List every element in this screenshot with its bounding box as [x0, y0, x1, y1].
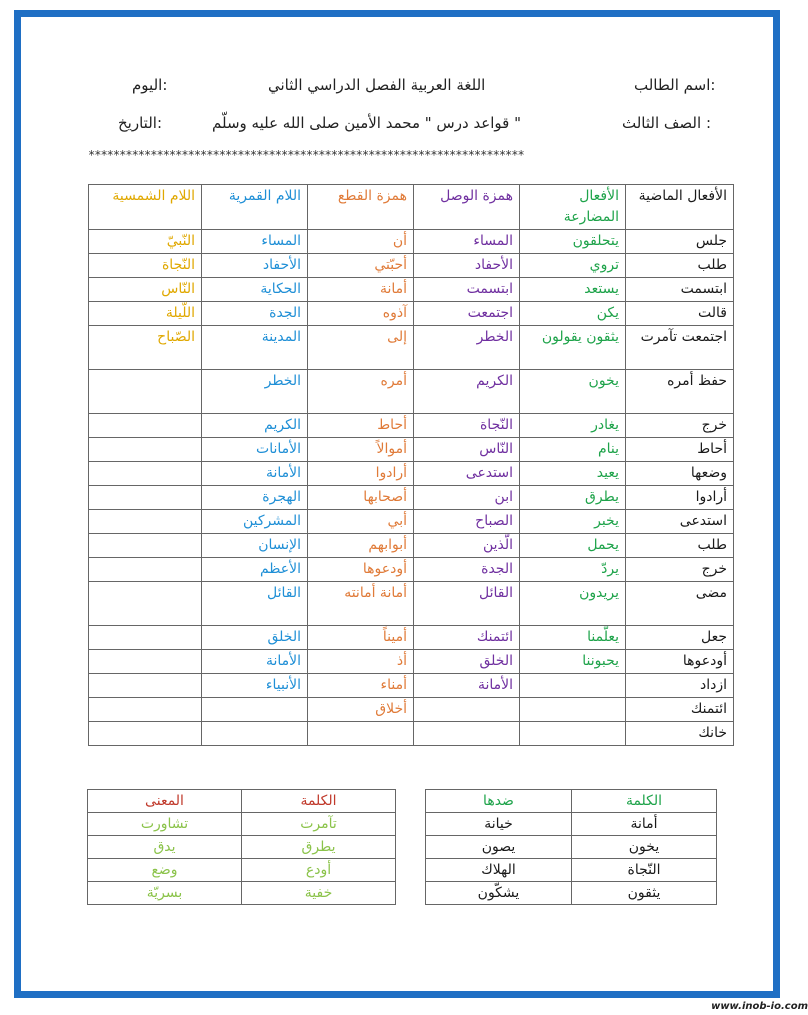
table-cell: القائل [414, 582, 520, 626]
table-cell: أمانة [572, 813, 717, 836]
table-cell: يطرق [520, 486, 626, 510]
table-cell: الأمانات [202, 438, 308, 462]
table-cell: جلس [626, 230, 734, 254]
small-header-cell: ضدها [426, 790, 572, 813]
table-cell: الصّباح [89, 326, 202, 370]
main-header-cell: همزة القطع [308, 185, 414, 230]
table-row [89, 302, 734, 326]
table-cell: جعل [626, 626, 734, 650]
table-cell: يثقون يقولون [520, 326, 626, 370]
table-row [89, 582, 734, 626]
table-cell: أن [308, 230, 414, 254]
table-cell: يصون [426, 836, 572, 859]
table-row [89, 278, 734, 302]
table-cell: المدينة [202, 326, 308, 370]
table-cell: الإنسان [202, 534, 308, 558]
student-name-label: اسم الطالب: [634, 76, 716, 94]
table-cell: يردّ [520, 558, 626, 582]
table-cell: يشكّون [426, 882, 572, 905]
table-row [426, 836, 717, 859]
lesson-title: قواعد درس " محمد الأمين صلى الله عليه وسلّم " [212, 114, 522, 132]
table-cell [414, 722, 520, 746]
table-cell: أميناً [308, 626, 414, 650]
small-header-cell: الكلمة [572, 790, 717, 813]
table-cell [202, 698, 308, 722]
table-cell [89, 534, 202, 558]
table-cell: أحبّتي [308, 254, 414, 278]
table-cell: بسريّة [88, 882, 242, 905]
table-cell: قالت [626, 302, 734, 326]
table-row [89, 722, 734, 746]
subject-title: اللغة العربية الفصل الدراسي الثاني [268, 76, 486, 94]
table-cell: أمانة أمانته [308, 582, 414, 626]
small-header-cell: الكلمة [242, 790, 396, 813]
table-cell: الصباح [414, 510, 520, 534]
table-cell: الخلق [414, 650, 520, 674]
table-cell: طلب [626, 534, 734, 558]
table-row [426, 813, 717, 836]
table-cell: الّذين [414, 534, 520, 558]
table-cell: تآمرت [242, 813, 396, 836]
table-cell: خرج [626, 558, 734, 582]
table-cell [89, 462, 202, 486]
meanings-header [88, 790, 396, 813]
table-cell [89, 698, 202, 722]
table-cell: أبي [308, 510, 414, 534]
table-cell: ائتمنك [626, 698, 734, 722]
table-cell: خرج [626, 414, 734, 438]
table-row [89, 462, 734, 486]
table-cell: خانك [626, 722, 734, 746]
table-cell: الخطر [202, 370, 308, 414]
table-cell: اللّيلة [89, 302, 202, 326]
main-header-cell: الأفعال المضارعة [520, 185, 626, 230]
separator-stars: ********************************************************************** [88, 148, 524, 162]
table-cell: أودعوها [308, 558, 414, 582]
table-cell: يخبر [520, 510, 626, 534]
table-cell [308, 722, 414, 746]
table-cell: يحبوننا [520, 650, 626, 674]
opposites-header [426, 790, 717, 813]
table-cell: أموالاً [308, 438, 414, 462]
table-cell: النّجاة [414, 414, 520, 438]
grade-label: الصف الثالث : [622, 114, 712, 132]
meanings-table [87, 789, 396, 905]
table-cell: الأمانة [414, 674, 520, 698]
main-header-cell: همزة الوصل [414, 185, 520, 230]
table-row [88, 836, 396, 859]
table-cell: المساء [202, 230, 308, 254]
table-cell: ائتمنك [414, 626, 520, 650]
table-cell [89, 582, 202, 626]
table-cell: تروي [520, 254, 626, 278]
table-cell: يريدون [520, 582, 626, 626]
main-header-cell: اللام الشمسية [89, 185, 202, 230]
table-cell: المشركين [202, 510, 308, 534]
table-cell [89, 414, 202, 438]
table-cell: الكريم [414, 370, 520, 414]
table-cell: تشاورت [88, 813, 242, 836]
table-row [89, 510, 734, 534]
table-cell: الهلاك [426, 859, 572, 882]
table-cell: يطرق [242, 836, 396, 859]
table-cell: الحكاية [202, 278, 308, 302]
table-cell: النّاس [89, 278, 202, 302]
table-cell: أحاط [626, 438, 734, 462]
table-row [426, 882, 717, 905]
table-cell: النّجاة [572, 859, 717, 882]
table-cell: النّبيّ [89, 230, 202, 254]
table-row [89, 626, 734, 650]
table-cell: يحمل [520, 534, 626, 558]
table-cell: أمانة [308, 278, 414, 302]
table-row [88, 813, 396, 836]
table-cell: أخلاق [308, 698, 414, 722]
table-cell: الخطر [414, 326, 520, 370]
table-cell [89, 626, 202, 650]
table-row [426, 859, 717, 882]
table-cell: اجتمعت تآمرت [626, 326, 734, 370]
table-cell: يعلّمنا [520, 626, 626, 650]
table-cell: يعيد [520, 462, 626, 486]
date-label: التاريخ: [118, 114, 162, 132]
table-cell [520, 722, 626, 746]
table-row [89, 438, 734, 462]
day-label: اليوم: [132, 76, 168, 94]
table-cell [89, 370, 202, 414]
table-cell: حفظ أمره [626, 370, 734, 414]
table-cell: خفية [242, 882, 396, 905]
table-row [89, 254, 734, 278]
table-cell: ازداد [626, 674, 734, 698]
table-cell [520, 674, 626, 698]
table-cell: مضى [626, 582, 734, 626]
table-row [89, 650, 734, 674]
table-cell: الجدة [414, 558, 520, 582]
table-cell [89, 650, 202, 674]
table-cell: الكريم [202, 414, 308, 438]
table-cell [89, 558, 202, 582]
table-cell: استدعى [414, 462, 520, 486]
main-table-header [89, 185, 734, 230]
table-cell: أودع [242, 859, 396, 882]
table-cell [520, 698, 626, 722]
table-cell: اجتمعت [414, 302, 520, 326]
table-cell: الأمانة [202, 462, 308, 486]
table-cell: النّجاة [89, 254, 202, 278]
table-cell: ابتسمت [414, 278, 520, 302]
table-row [89, 370, 734, 414]
table-cell: أبوابهم [308, 534, 414, 558]
table-cell: يخون [572, 836, 717, 859]
table-row [89, 558, 734, 582]
table-row [88, 882, 396, 905]
table-cell: الخلق [202, 626, 308, 650]
table-cell: الأنبياء [202, 674, 308, 698]
table-cell: الأعظم [202, 558, 308, 582]
table-row [89, 326, 734, 370]
table-cell: الجدة [202, 302, 308, 326]
table-row [89, 414, 734, 438]
table-cell: وضع [88, 859, 242, 882]
table-cell: يكن [520, 302, 626, 326]
table-cell: أصحابها [308, 486, 414, 510]
table-cell: خيانة [426, 813, 572, 836]
table-row [89, 534, 734, 558]
table-cell: آذوه [308, 302, 414, 326]
table-cell: استدعى [626, 510, 734, 534]
table-cell [89, 722, 202, 746]
table-cell: الأمانة [202, 650, 308, 674]
opposites-table [425, 789, 717, 905]
table-cell: أودعوها [626, 650, 734, 674]
table-cell [89, 438, 202, 462]
table-cell: يدق [88, 836, 242, 859]
table-cell: أمناء [308, 674, 414, 698]
table-cell [202, 722, 308, 746]
table-cell: إلى [308, 326, 414, 370]
table-cell: يخون [520, 370, 626, 414]
table-cell: أرادوا [626, 486, 734, 510]
table-cell [89, 510, 202, 534]
site-footer: www.inob-io.com [672, 998, 808, 1015]
table-cell: القائل [202, 582, 308, 626]
table-cell: أمره [308, 370, 414, 414]
table-cell: يتحلقون [520, 230, 626, 254]
table-cell: يغادر [520, 414, 626, 438]
table-row [89, 698, 734, 722]
table-cell: أحاط [308, 414, 414, 438]
table-cell: ابن [414, 486, 520, 510]
table-row [88, 859, 396, 882]
table-cell: النّاس [414, 438, 520, 462]
small-header-cell: المعنى [88, 790, 242, 813]
table-cell: أذ [308, 650, 414, 674]
table-cell: الأحفاد [202, 254, 308, 278]
table-cell: ينام [520, 438, 626, 462]
table-row [89, 674, 734, 698]
main-grammar-table [88, 184, 734, 746]
table-cell [414, 698, 520, 722]
table-cell: الهجرة [202, 486, 308, 510]
table-cell: طلب [626, 254, 734, 278]
main-header-cell: الأفعال الماضية [626, 185, 734, 230]
table-cell: يستعد [520, 278, 626, 302]
table-cell [89, 674, 202, 698]
table-cell: يثقون [572, 882, 717, 905]
table-cell: أرادوا [308, 462, 414, 486]
table-row [89, 230, 734, 254]
main-header-cell: اللام القمرية [202, 185, 308, 230]
table-cell [89, 486, 202, 510]
table-cell: وضعها [626, 462, 734, 486]
table-cell: المساء [414, 230, 520, 254]
table-row [89, 486, 734, 510]
table-cell: ابتسمت [626, 278, 734, 302]
table-cell: الأحفاد [414, 254, 520, 278]
